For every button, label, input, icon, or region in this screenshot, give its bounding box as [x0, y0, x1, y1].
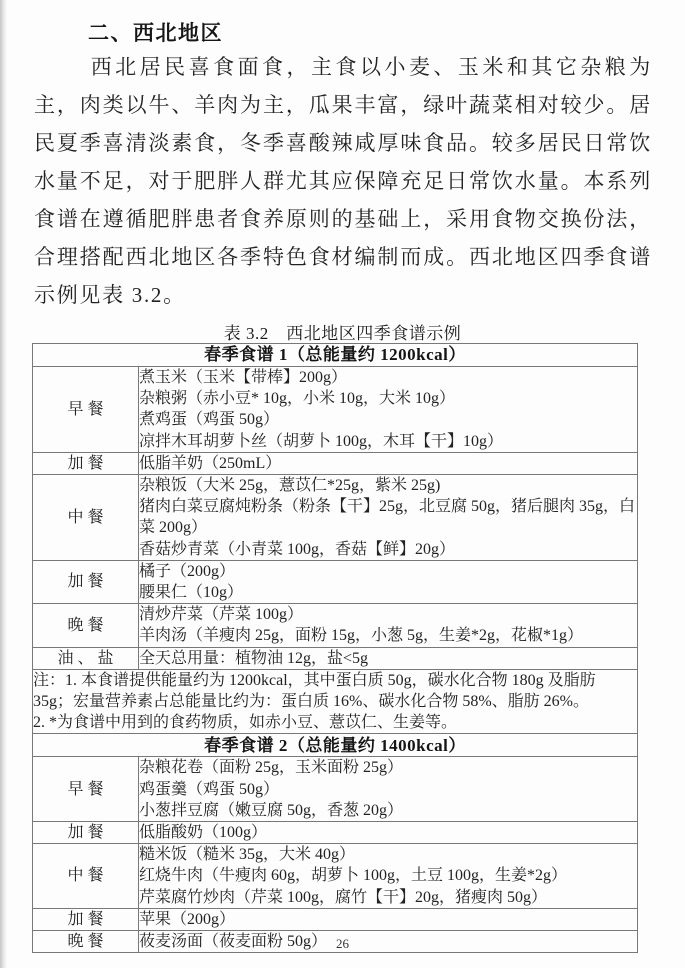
meal-label: 晚餐 [33, 604, 139, 647]
dish-line: 糙米饭（糙米 35g，大米 40g） [139, 846, 356, 864]
dish-line: 橘子（200g） [139, 562, 236, 580]
meal-label: 加餐 [33, 560, 139, 603]
meal-dishes [139, 822, 638, 844]
meal-dishes [139, 757, 638, 822]
meal-row [33, 757, 638, 822]
dish-line: 杂粮粥（赤小豆* 10g，小米 10g，大米 10g） [139, 390, 456, 408]
page-number: 26 [336, 936, 349, 951]
meal-dishes [139, 560, 638, 603]
meal-dishes [139, 452, 638, 474]
dish-line: 莜麦汤面（莜麦面粉 50g） [139, 933, 328, 951]
body-paragraph: 西北居民喜食面食，主食以小麦、玉米和其它杂粮为主，肉类以牛、羊肉为主，瓜果丰富，绿叶蔬菜相对较少。居民夏季喜清淡素食，冬季喜酸辣咸厚味食品。较多居民日常饮水量不足，对于肥胖人群尤其应保障充足日常饮水量。本系列食谱在遵循肥胖患者食养原则的基础上，采用食物交换份法，合理搭配西北地区各季特色食材编制而成。西北地区四季食谱示例见表 3.2。 [34, 55, 652, 307]
meal-row [33, 908, 638, 930]
meal-dishes [139, 367, 638, 453]
meal-row [33, 844, 638, 909]
recipe-table [32, 343, 638, 953]
recipe-header: 春季食谱 2（总能量约 1400kcal） [33, 734, 638, 757]
meal-dishes [139, 604, 638, 647]
dish-line: 腰果仁（10g） [139, 584, 244, 602]
dish-line: 低脂酸奶（100g） [139, 824, 268, 842]
meal-dishes [139, 908, 638, 930]
dish-line: 煮鸡蛋（鸡蛋 50g） [139, 411, 280, 429]
note-cell [33, 669, 638, 734]
meal-label: 早餐 [33, 367, 139, 453]
dish-line: 羊肉汤（羊瘦肉 25g，面粉 15g，小葱 5g，生姜*2g，花椒*1g） [139, 627, 584, 645]
note-line: 注：1. 本食谱提供能量约为 1200kcal，其中蛋白质 50g，碳水化合物 180g 及脂肪 [33, 671, 596, 689]
table-caption: 表 3.2 西北地区四季食谱示例 [223, 324, 462, 343]
dish-line: 全天总用量：植物油 12g，盐<5g [139, 649, 369, 667]
dish-line: 猪肉白菜豆腐炖粉条（粉条【干】25g，北豆腐 50g，猪后腿肉 35g，白菜 200g） [139, 498, 636, 537]
note-row [33, 669, 638, 734]
dish-line: 清炒芹菜（芹菜 100g） [139, 606, 304, 624]
meal-label: 晚餐 [33, 931, 139, 953]
dish-line: 杂粮饭（大米 25g，薏苡仁*25g，紫米 25g) [139, 477, 441, 495]
dish-line: 香菇炒青菜（小青菜 100g，香菇【鲜】20g） [139, 540, 456, 558]
meal-label: 早餐 [33, 757, 139, 822]
meal-label: 加餐 [33, 908, 139, 930]
recipe-section-header-row [33, 344, 638, 367]
meal-label: 加餐 [33, 822, 139, 844]
note-line: 2. *为食谱中用到的食药物质，如赤小豆、薏苡仁、生姜等。 [33, 714, 458, 732]
dish-line: 鸡蛋羹（鸡蛋 50g） [139, 780, 280, 798]
note-line: 35g；宏量营养素占总能量比约为：蛋白质 16%、碳水化合物 58%、脂肪 26%。 [33, 693, 589, 711]
meal-row [33, 452, 638, 474]
meal-row [33, 367, 638, 453]
dish-line: 芹菜腐竹炒肉（芹菜 100g，腐竹【干】20g，猪瘦肉 50g） [139, 888, 548, 906]
section-heading: 二、西北地区 [88, 22, 223, 45]
meal-label: 油、盐 [33, 647, 139, 669]
meal-dishes [139, 475, 638, 561]
dish-line: 低脂羊奶（250mL） [139, 454, 282, 472]
meal-row [33, 560, 638, 603]
meal-row [33, 822, 638, 844]
recipe-table-body [33, 344, 638, 953]
dish-line: 小葱拌豆腐（嫩豆腐 50g，香葱 20g） [139, 801, 404, 819]
meal-label: 加餐 [33, 452, 139, 474]
meal-label: 中餐 [33, 475, 139, 561]
meal-row [33, 647, 638, 669]
recipe-header: 春季食谱 1（总能量约 1200kcal） [33, 344, 638, 367]
dish-line: 凉拌木耳胡萝卜丝（胡萝卜 100g，木耳【干】10g） [139, 432, 504, 450]
dish-line: 红烧牛肉（牛瘦肉 60g，胡萝卜 100g，土豆 100g，生姜*2g） [139, 867, 568, 885]
meal-dishes [139, 844, 638, 909]
scan-edge-shadow [0, 0, 7, 968]
dish-line: 苹果（200g） [139, 910, 236, 928]
dish-line: 煮玉米（玉米【带棒】200g） [139, 369, 348, 386]
meal-label: 中餐 [33, 844, 139, 909]
meal-row [33, 475, 638, 561]
meal-dishes [139, 647, 638, 669]
meal-row [33, 604, 638, 647]
dish-line: 杂粮花卷（面粉 25g，玉米面粉 25g） [139, 759, 404, 777]
recipe-section-header-row [33, 734, 638, 757]
